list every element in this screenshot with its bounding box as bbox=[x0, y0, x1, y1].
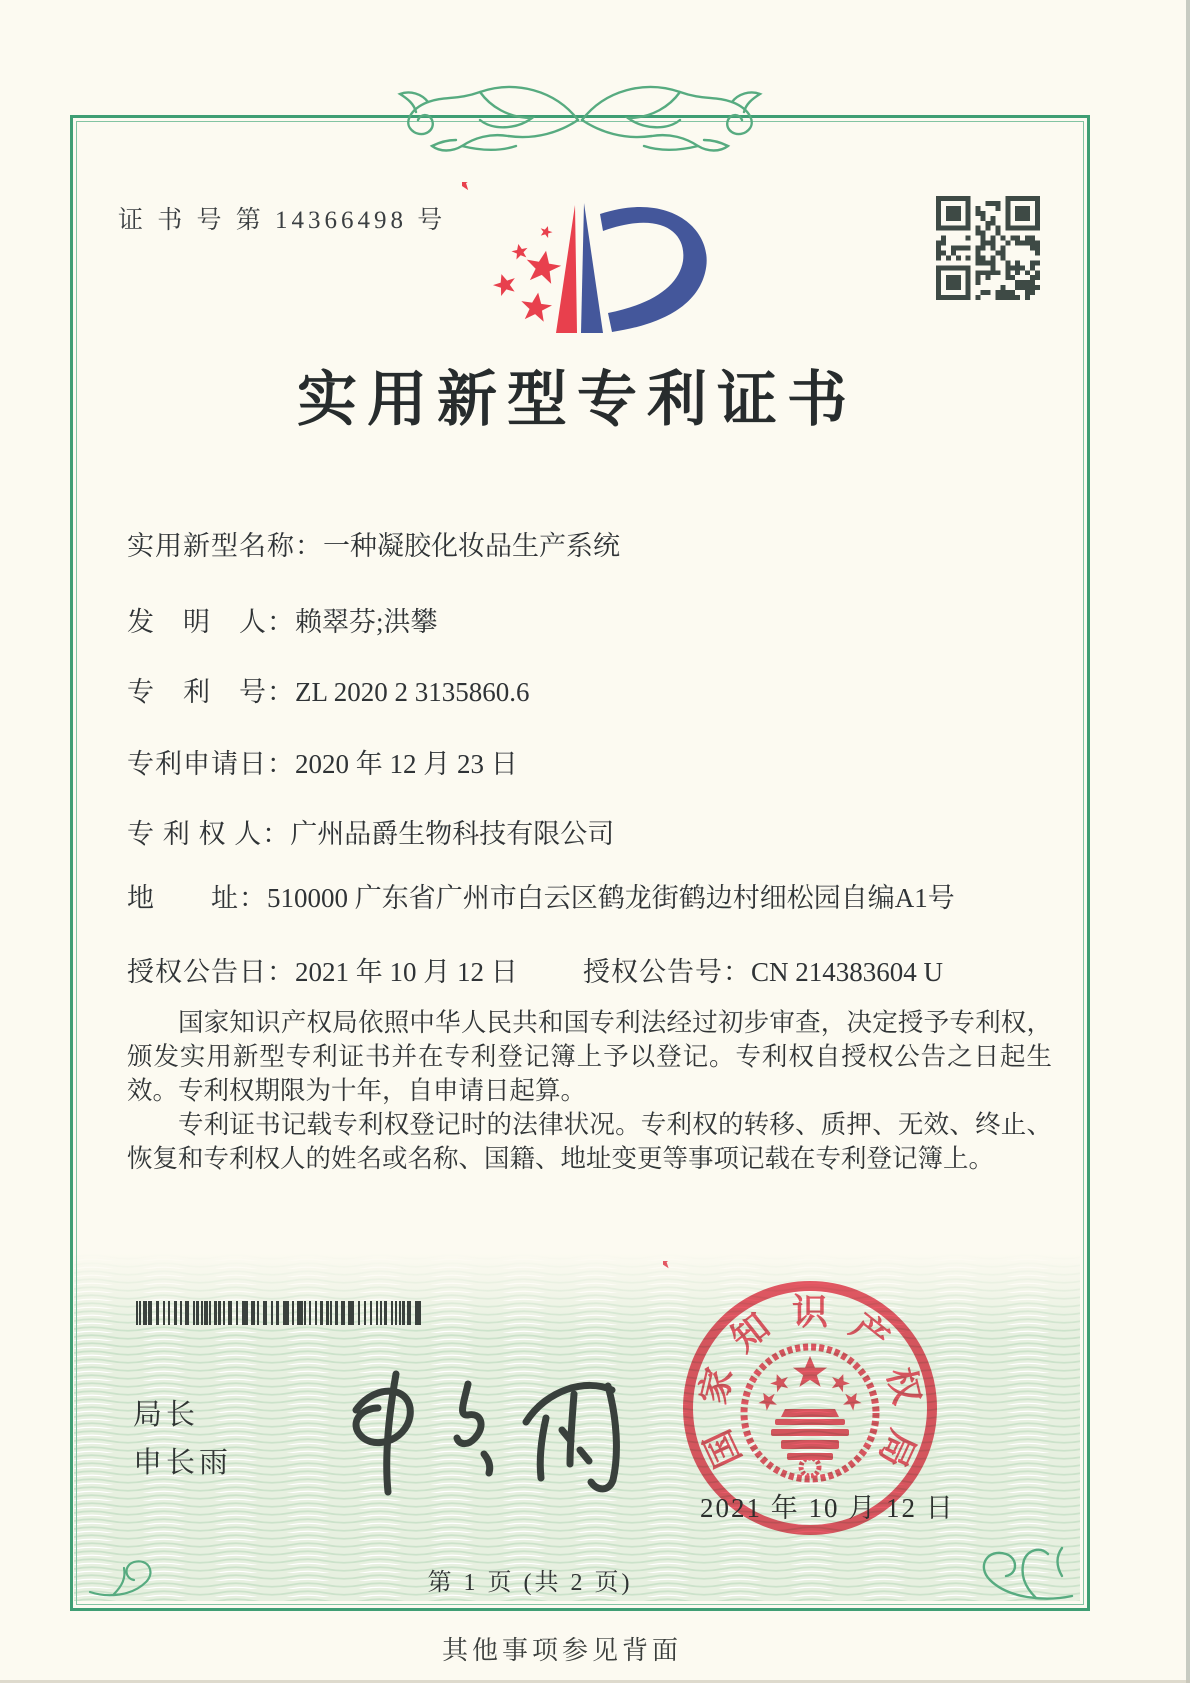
certificate-title: 实用新型专利证书 bbox=[297, 367, 857, 433]
field-value: 赖翠芬;洪攀 bbox=[295, 607, 438, 637]
svg-text:知: 知 bbox=[723, 1305, 778, 1360]
field-label: 专 利 权 人： bbox=[127, 819, 291, 849]
field-patent-number bbox=[127, 670, 529, 709]
field-value: 一种凝胶化妆品生产系统 bbox=[323, 531, 620, 561]
svg-text:局: 局 bbox=[871, 1423, 923, 1474]
field-label: 授权公告日： bbox=[127, 957, 295, 987]
field-label: 地 址： bbox=[127, 883, 267, 913]
corner-flourish-icon bbox=[84, 1542, 164, 1602]
field-filing-date bbox=[127, 742, 518, 781]
field-value: 广州品爵生物科技有限公司 bbox=[290, 819, 615, 849]
field-value: 2021 年 10 月 12 日 bbox=[295, 957, 518, 987]
field-utility-model-name bbox=[127, 524, 620, 563]
barcode bbox=[136, 1301, 428, 1325]
field-label: 实用新型名称： bbox=[127, 531, 323, 561]
legal-paragraph-1: 国家知识产权局依照中华人民共和国专利法经过初步审查，决定授予专利权，颁发实用新型专利证书并在专利登记簿上予以登记。专利权自授权公告之日起生效。专利权期限为十年，自申请日起算。 bbox=[127, 1008, 1052, 1105]
director-name: 申长雨 bbox=[133, 1447, 233, 1479]
field-value: 2020 年 12 月 23 日 bbox=[295, 749, 518, 779]
director-title: 局长 bbox=[133, 1399, 200, 1431]
svg-text:产: 产 bbox=[842, 1305, 897, 1360]
field-value: 510000 广东省广州市白云区鹤龙街鹤边村细松园自编A1号 bbox=[267, 883, 955, 913]
legal-paragraph-2: 专利证书记载专利权登记时的法律状况。专利权的转移、质押、无效、终止、恢复和专利权人的姓名或名称、国籍、地址变更等事项记载在专利登记簿上。 bbox=[127, 1110, 1052, 1173]
field-value: CN 214383604 U bbox=[751, 957, 944, 987]
scan-edge bbox=[1186, 0, 1190, 1683]
corner-flourish-icon bbox=[952, 1536, 1078, 1606]
field-patentee bbox=[127, 812, 614, 851]
director-signature bbox=[318, 1358, 638, 1513]
cnipa-logo-icon bbox=[462, 182, 712, 342]
field-value: ZL 2020 2 3135860.6 bbox=[295, 677, 530, 707]
back-note: 其他事项参见背面 bbox=[442, 1636, 683, 1665]
field-label: 专 利 号： bbox=[127, 677, 295, 707]
field-label: 发 明 人： bbox=[127, 607, 295, 637]
field-grant-date bbox=[127, 950, 518, 989]
legal-text-block bbox=[127, 1006, 1052, 1176]
page-indicator: 第 1 页 (共 2 页) bbox=[427, 1570, 633, 1596]
field-address bbox=[127, 882, 1077, 915]
field-label: 专利申请日： bbox=[127, 749, 295, 779]
scroll-ornament-icon bbox=[340, 72, 820, 164]
svg-text:权: 权 bbox=[879, 1363, 928, 1409]
field-label: 授权公告号： bbox=[583, 957, 751, 987]
field-inventor bbox=[127, 600, 438, 639]
svg-text:识: 识 bbox=[791, 1292, 829, 1332]
certificate-number: 证 书 号 第 14366498 号 bbox=[118, 207, 447, 234]
field-grant-number bbox=[583, 950, 943, 989]
svg-text:国: 国 bbox=[697, 1423, 749, 1474]
svg-text:家: 家 bbox=[692, 1363, 741, 1409]
qr-code bbox=[936, 196, 1040, 300]
seal-date: 2021 年 10 月 12 日 bbox=[700, 1493, 955, 1523]
